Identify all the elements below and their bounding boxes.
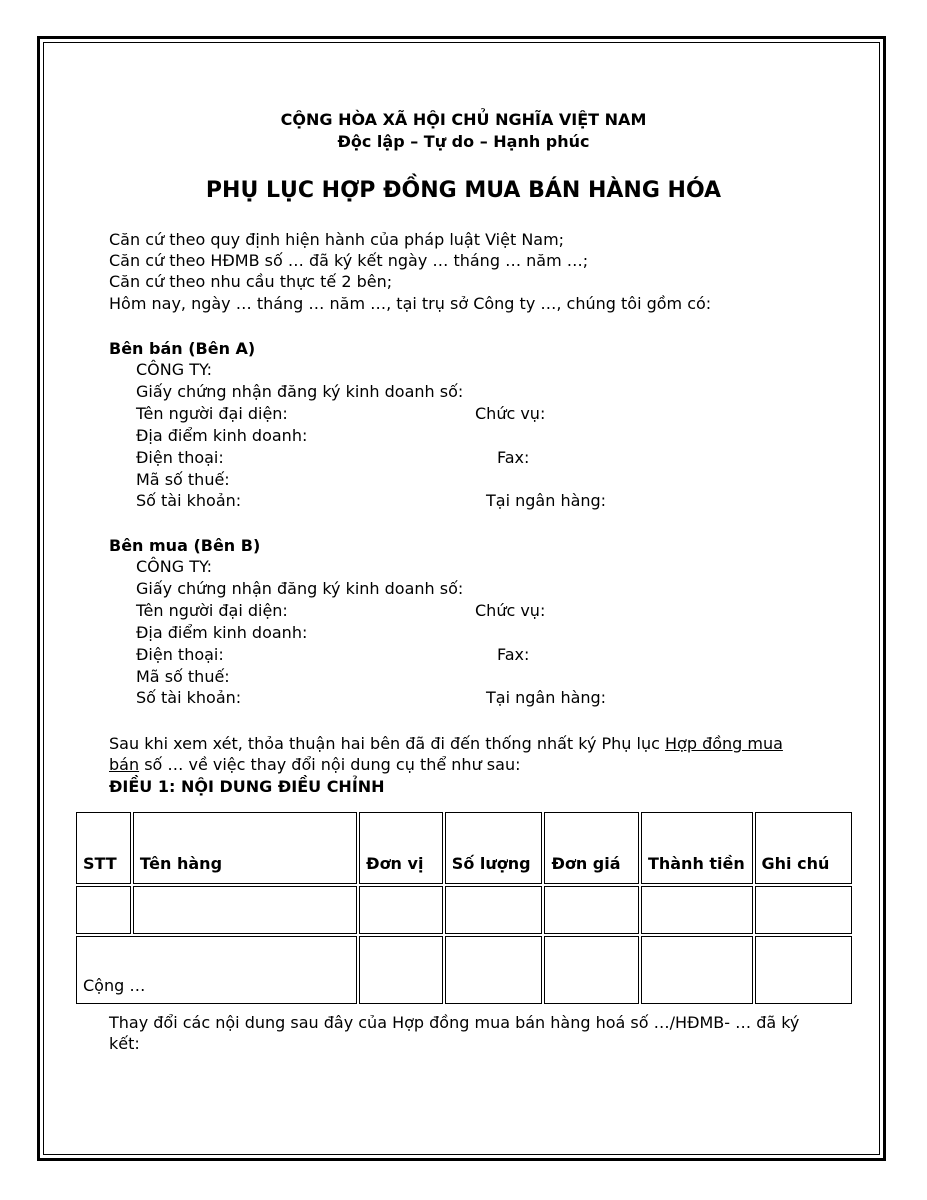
col-header-note: Ghi chú [755,812,853,884]
table-header-row [76,812,852,884]
party-a-account: Số tài khoản: [136,491,242,510]
table-cell[interactable] [641,886,753,934]
contract-link-continued[interactable]: bán [109,755,140,774]
party-a-license: Giấy chứng nhận đăng ký kinh doanh số: [136,382,464,401]
col-header-unit: Đơn vị [359,812,443,884]
agreement-line-1 [109,734,783,754]
nation-header: CỘNG HÒA XÃ HỘI CHỦ NGHĨA VIỆT NAM [280,110,647,129]
table-cell[interactable] [359,886,443,934]
col-header-quantity: Số lượng [445,812,543,884]
contract-link[interactable]: Hợp đồng mua [665,734,783,753]
table-cell[interactable] [76,886,131,934]
party-b-account: Số tài khoản: [136,688,242,707]
party-b-bank: Tại ngân hàng: [486,688,607,707]
table-cell[interactable] [641,936,753,1004]
document-title: PHỤ LỤC HỢP ĐỒNG MUA BÁN HÀNG HÓA [205,178,722,203]
party-b-position: Chức vụ: [475,601,546,620]
party-b-heading: Bên mua (Bên B) [109,536,261,555]
motto-header: Độc lập – Tự do – Hạnh phúc [337,132,590,151]
party-b-representative: Tên người đại diện: [136,601,288,620]
changes-line-2: kết: [109,1034,140,1053]
party-a-tax-code: Mã số thuế: [136,470,230,489]
preamble-line-2: Căn cứ theo HĐMB số … đã ký kết ngày … tháng … năm …; [109,251,589,270]
party-a-fax: Fax: [497,448,530,467]
party-a-address: Địa điểm kinh doanh: [136,426,308,445]
party-a-company: CÔNG TY: [136,360,213,379]
agreement-suffix: số … về việc thay đổi nội dung cụ thể như sau: [139,755,521,774]
table-cell[interactable] [445,886,543,934]
preamble-line-4: Hôm nay, ngày … tháng … năm …, tại trụ sở Công ty …, chúng tôi gồm có: [109,294,712,313]
table-cell[interactable] [133,886,357,934]
party-b-phone: Điện thoại: [136,645,224,664]
table-cell[interactable] [755,936,853,1004]
party-a-position: Chức vụ: [475,404,546,423]
article-1-heading: ĐIỀU 1: NỘI DUNG ĐIỀU CHỈNH [109,777,385,796]
party-b-tax-code: Mã số thuế: [136,667,230,686]
preamble-line-3: Căn cứ theo nhu cầu thực tế 2 bên; [109,272,393,291]
goods-table [74,810,854,1006]
table-cell[interactable] [445,936,543,1004]
col-header-item-name: Tên hàng [133,812,357,884]
party-a-representative: Tên người đại diện: [136,404,288,423]
preamble-line-1: Căn cứ theo quy định hiện hành của pháp luật Việt Nam; [109,230,565,249]
table-cell[interactable] [359,936,443,1004]
table-cell[interactable] [755,886,853,934]
party-b-license: Giấy chứng nhận đăng ký kinh doanh số: [136,579,464,598]
changes-line-1: Thay đổi các nội dung sau đây của Hợp đồng mua bán hàng hoá số …/HĐMB- … đã ký [109,1013,800,1032]
party-a-heading: Bên bán (Bên A) [109,339,256,358]
col-header-stt: STT [76,812,131,884]
agreement-prefix: Sau khi xem xét, thỏa thuận hai bên đã đi đến thống nhất ký Phụ lục [109,734,665,753]
party-b-address: Địa điểm kinh doanh: [136,623,308,642]
col-header-amount: Thành tiền [641,812,753,884]
table-row [76,886,852,934]
party-a-phone: Điện thoại: [136,448,224,467]
table-cell[interactable] [544,886,639,934]
party-b-company: CÔNG TY: [136,557,213,576]
col-header-unit-price: Đơn giá [544,812,639,884]
total-label: Cộng … [76,936,357,1004]
party-a-bank: Tại ngân hàng: [486,491,607,510]
party-b-fax: Fax: [497,645,530,664]
table-cell[interactable] [544,936,639,1004]
agreement-line-2 [109,755,520,775]
table-total-row [76,936,852,1004]
